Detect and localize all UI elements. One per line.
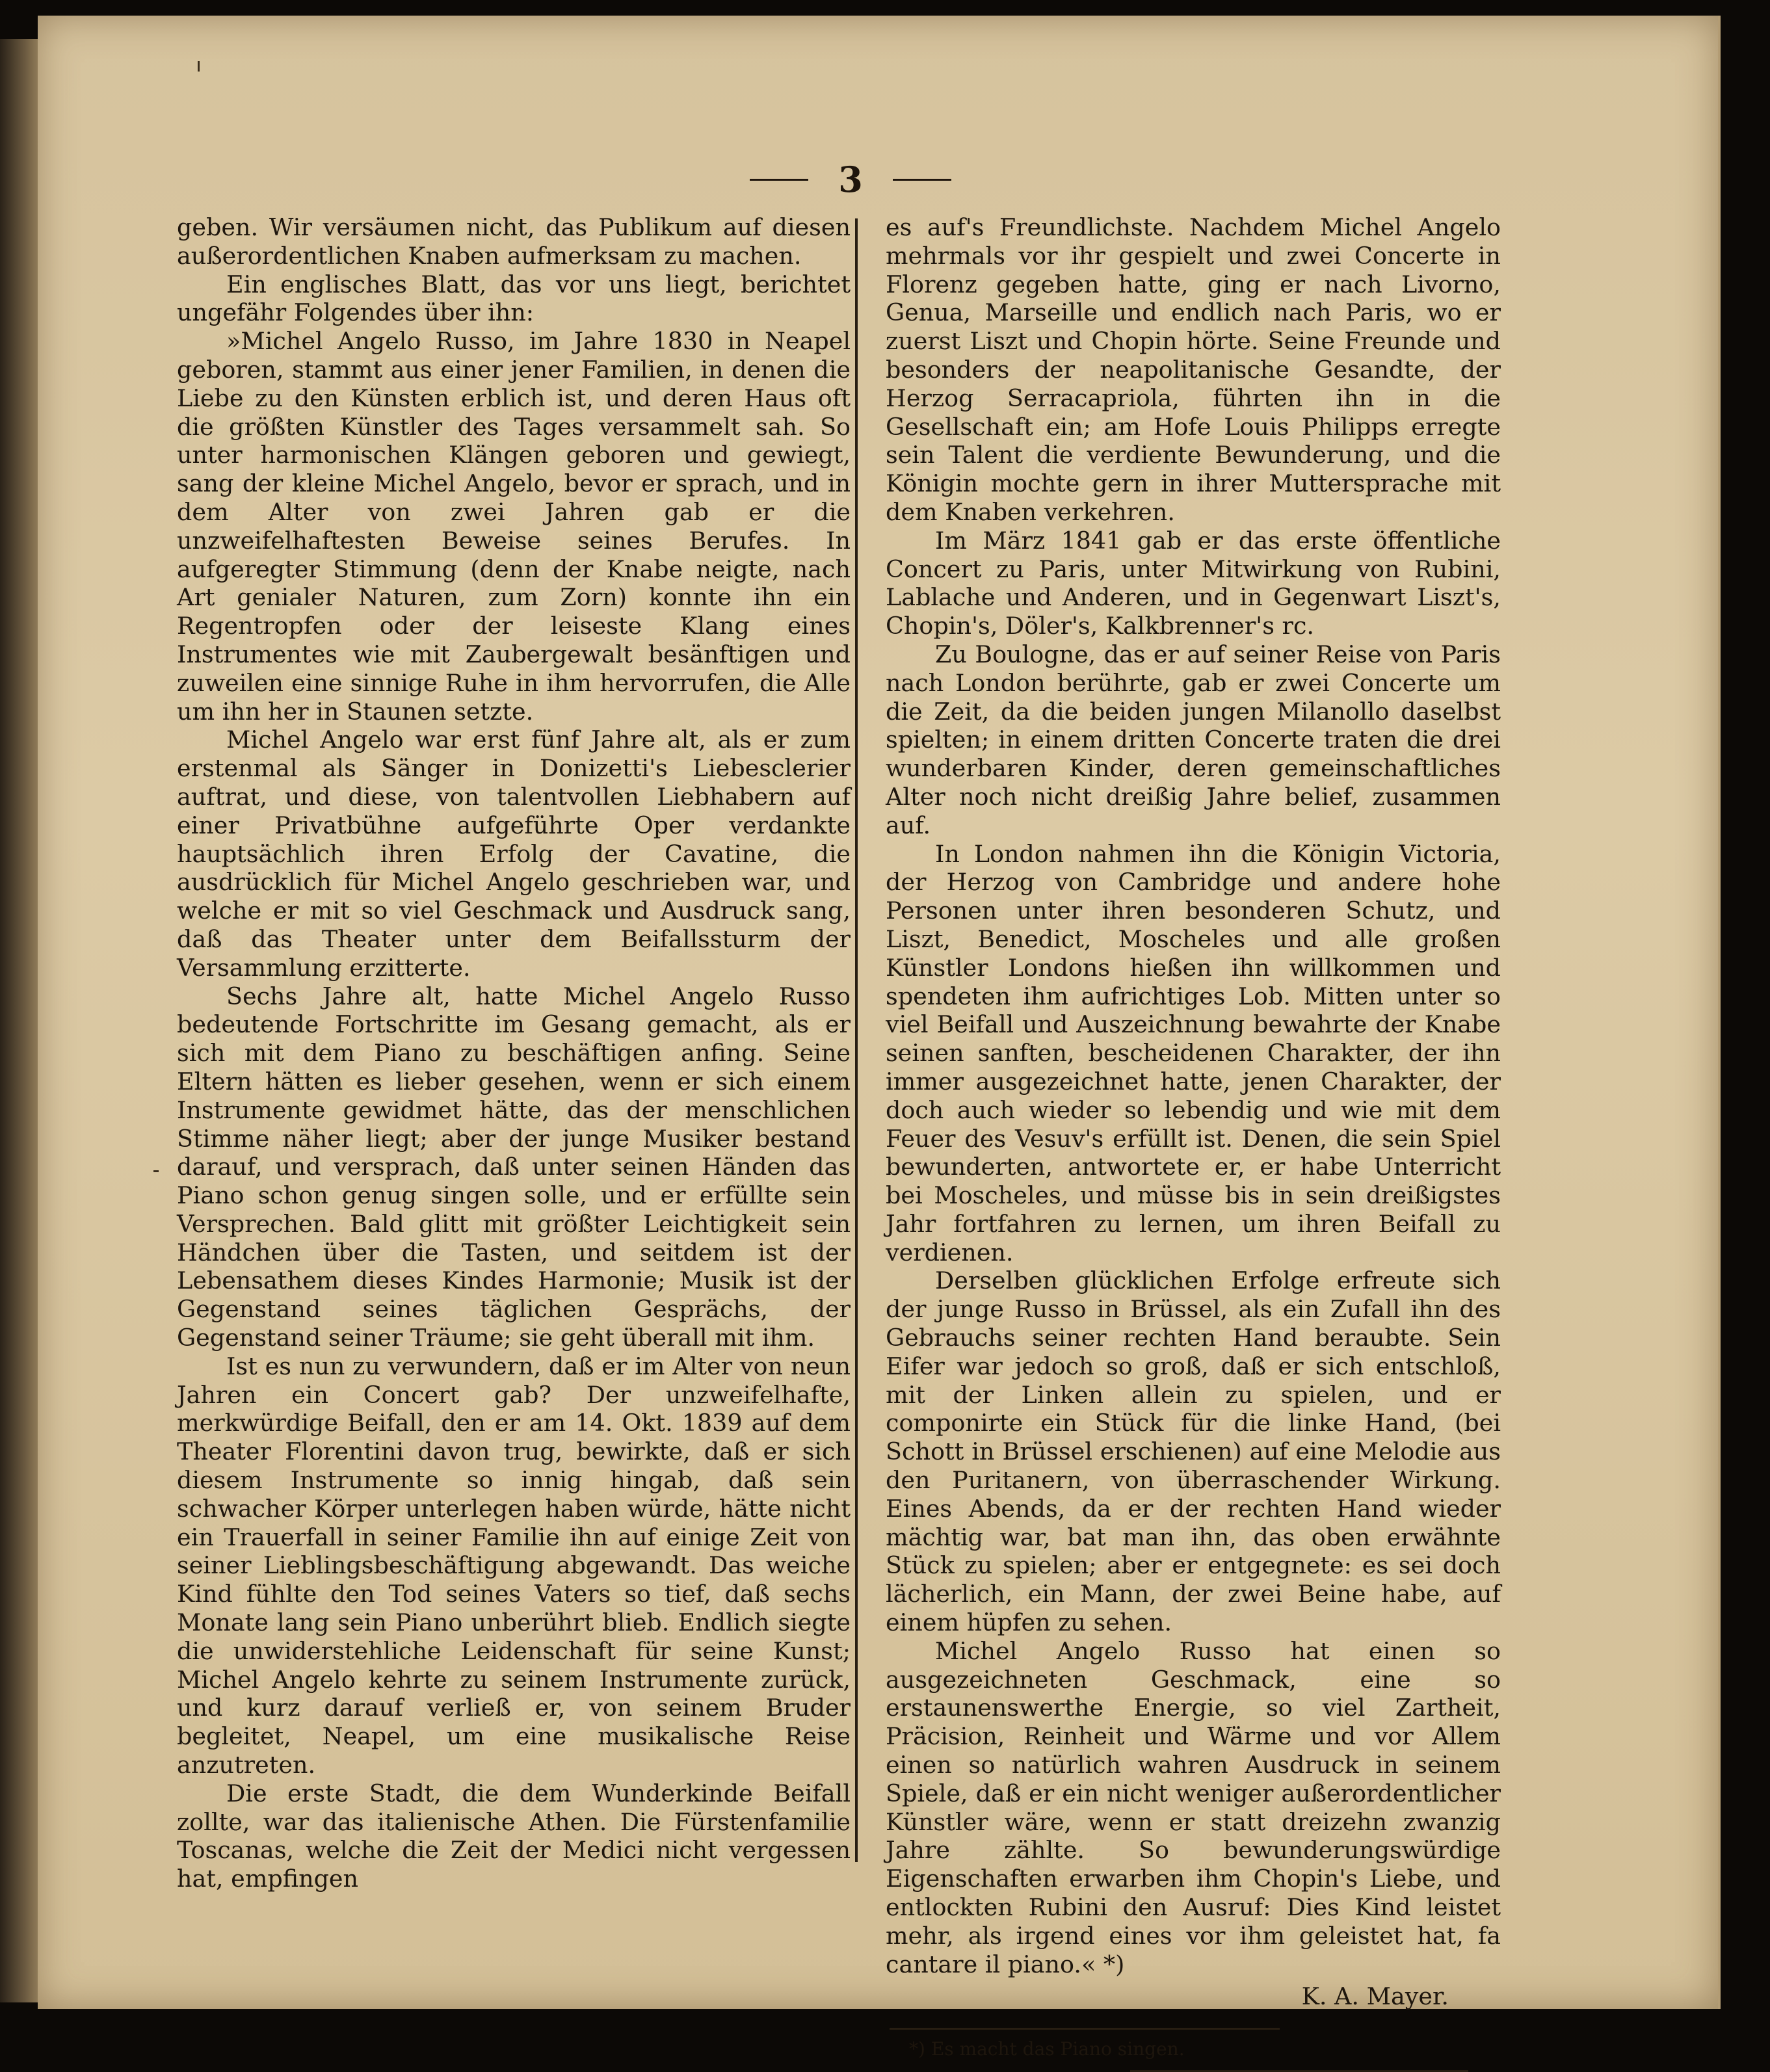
footnote: *) Es macht das Piano singen. — [909, 2038, 1185, 2060]
header-dash-right — [893, 179, 951, 181]
left-paragraph-6: Ist es nun zu verwundern, daß er im Alter von neun Jahren ein Concert gab? Der unzweifelhafte, merkwürdige Beifall, den er am 14. Okt. 1839 auf dem Theater Florentini davon trug, bewirkte, daß er sich diesem Instrumente so innig hingab, daß sein schwacher Körper unterlegen haben würde, hätte nicht ein Trauerfall in seiner Familie ihn auf einige Zeit von seiner Lieblingsbeschäftigung abgewandt. Das weiche Kind fühlte den Tod seines Vaters so tief, daß sechs Monate lang sein Piano unberührt blieb. Endlich siegte die unwiderstehliche Leidenschaft für seine Kunst; Michel Angelo kehrte zu seinem Instrumente zurück, und kurz darauf verließ er, von seinem Bruder begleitet, Neapel, um eine musikalische Reise anzutreten. — [177, 1352, 851, 1779]
right-paragraph-5: Derselben glücklichen Erfolge erfreute sich der junge Russo in Brüssel, als ein Zufall ihn des Gebrauchs seiner rechten Hand beraubte. Sein Eifer war jedoch so groß, daß er sich entschloß, mit der Linken allein zu spielen, und er componirte ein Stück für die linke Hand, (bei Schott in Brüssel erschienen) auf eine Melodie aus den Puritanern, von überraschender Wirkung. Eines Abends, da er der rechten Hand wieder mächtig war, bat man ihn, das oben erwähnte Stück zu spielen; aber er entgegnete: es sei doch lächerlich, ein Mann, der zwei Beine habe, auf einem hüpfen zu sehen. — [886, 1266, 1501, 1637]
author-signature: K. A. Mayer. — [1301, 1982, 1449, 2011]
left-text-column — [177, 213, 851, 1893]
margin-mark — [153, 1170, 159, 1172]
left-paragraph-1: geben. Wir versäumen nicht, das Publikum auf diesen außerordentlichen Knaben aufmerksam zu machen. — [177, 213, 851, 270]
right-paragraph-3: Zu Boulogne, das er auf seiner Reise von Paris nach London berührte, gab er zwei Concerte um die Zeit, da die beiden jungen Milanollo daselbst spielten; in einem dritten Concerte traten die drei wunderbaren Kinder, deren gemeinschaftliches Alter noch nicht dreißig Jahre belief, zusammen auf. — [886, 640, 1501, 839]
right-paragraph-1: es auf's Freundlichste. Nachdem Michel Angelo mehrmals vor ihr gespielt und zwei Concerte in Florenz gegeben hatte, ging er nach Livorno, Genua, Marseille und endlich nach Paris, wo er zuerst Liszt und Chopin hörte. Seine Freunde und besonders der neapolitanische Gesandte, der Herzog Serracapriola, führten ihn in die Gesellschaft ein; am Hofe Louis Philipps erregte sein Talent die verdiente Bewunderung, und die Königin mochte gern in ihrer Muttersprache mit dem Knaben verkehren. — [886, 213, 1501, 526]
left-paragraph-4: Michel Angelo war erst fünf Jahre alt, als er zum erstenmal als Sänger in Donizetti's Liebesclerier auftrat, und diese, von talentvollen Liebhabern auf einer Privatbühne aufgeführte Oper verdankte hauptsächlich ihren Erfolg der Cavatine, die ausdrücklich für Michel Angelo geschrieben war, und welche er mit so viel Geschmack und Ausdruck sang, daß das Theater unter dem Beifallssturm der Versammlung erzitterte. — [177, 726, 851, 982]
left-paragraph-7: Die erste Stadt, die dem Wunderkinde Beifall zollte, war das italienische Athen. Die Fürstenfamilie Toscanas, welche die Zeit der Medici nicht vergessen hat, empfingen — [177, 1779, 851, 1893]
page-number-header — [694, 159, 1007, 200]
left-paragraph-2: Ein englisches Blatt, das vor uns liegt, berichtet ungefähr Folgendes über ihn: — [177, 270, 851, 327]
right-paragraph-6: Michel Angelo Russo hat einen so ausgezeichneten Geschmack, eine so erstaunenswerthe Energie, so viel Zartheit, Präcision, Reinheit und Wärme und vor Allem einen so natürlich wahren Ausdruck in seinem Spiele, daß er ein nicht weniger außerordentlicher Künstler wäre, wenn er statt dreizehn zwanzig Jahre zählte. So bewunderungswürdige Eigenschaften erwarben ihm Chopin's Liebe, und entlockten Rubini den Ausruf: Dies Kind leistet mehr, als irgend eines vor ihm geleistet hat, fa cantare il piano.« *) — [886, 1636, 1501, 1978]
left-paragraph-5: Sechs Jahre alt, hatte Michel Angelo Russo bedeutende Fortschritte im Gesang gemacht, als er sich mit dem Piano zu beschäftigen anfing. Seine Eltern hätten es lieber gesehen, wenn er sich einem Instrumente gewidmet hätte, das der menschlichen Stimme näher liegt; aber der junge Musiker bestand darauf, und versprach, daß unter seinen Händen das Piano schon genug singen solle, und er erfüllte sein Versprechen. Bald glitt mit größter Leichtigkeit sein Händchen über die Tasten, und seitdem ist der Lebensathem dieses Kindes Harmonie; Musik ist der Gegenstand seines täglichen Gesprächs, der Gegenstand seiner Träume; sie geht überall mit ihm. — [177, 982, 851, 1352]
left-paragraph-3: »Michel Angelo Russo, im Jahre 1830 in Neapel geboren, stammt aus einer jener Familien, in denen die Liebe zu den Künsten erblich ist, und deren Haus oft die größten Künstler des Tages versammelt sah. So unter harmonischen Klängen geboren und gewiegt, sang der kleine Michel Angelo, bevor er sprach, und in dem Alter von zwei Jahren gab er die unzweifelhaftesten Beweise seines Berufes. In aufgeregter Stimmung (denn der Knabe neigte, nach Art genialer Naturen, zum Zorn) konnte ihn ein Regentropfen oder der leiseste Klang eines Instrumentes wie mit Zaubergewalt besänftigen und zuweilen eine sinnige Ruhe in ihm hervorrufen, die Alle um ihn her in Staunen setzte. — [177, 327, 851, 726]
header-dash-left — [750, 179, 808, 181]
right-text-column — [886, 213, 1501, 2072]
right-paragraph-4: In London nahmen ihn die Königin Victoria, der Herzog von Cambridge und andere hohe Personen unter ihren besonderen Schutz, und Liszt, Benedict, Moscheles und alle großen Künstler Londons hießen ihn willkommen und spendeten ihm aufrichtiges Lob. Mitten unter so viel Beifall und Auszeichnung bewahrte der Knabe seinen sanften, bescheidenen Charakter, der ihn immer ausgezeichnet hatte, jenen Charakter, der doch auch wieder so lebendig und wie mit dem Feuer des Vesuv's erfüllt ist. Denen, die sein Spiel bewunderten, antwortete er, er habe Unterricht bei Moscheles, und müsse bis in sein dreißigstes Jahr fortfahren zu lernen, um ihren Beifall zu verdienen. — [886, 839, 1501, 1266]
page-number: 3 — [838, 159, 863, 200]
newspaper-page — [38, 16, 1721, 2060]
right-paragraph-2: Im März 1841 gab er das erste öffentliche Concert zu Paris, unter Mitwirkung von Rubini, Lablache und Anderen, und in Gegenwart Liszt's, Chopin's, Döler's, Kalkbrenner's rc. — [886, 526, 1501, 640]
margin-mark — [198, 61, 200, 72]
footnote-rule — [890, 2028, 1280, 2030]
column-divider — [855, 218, 858, 1862]
